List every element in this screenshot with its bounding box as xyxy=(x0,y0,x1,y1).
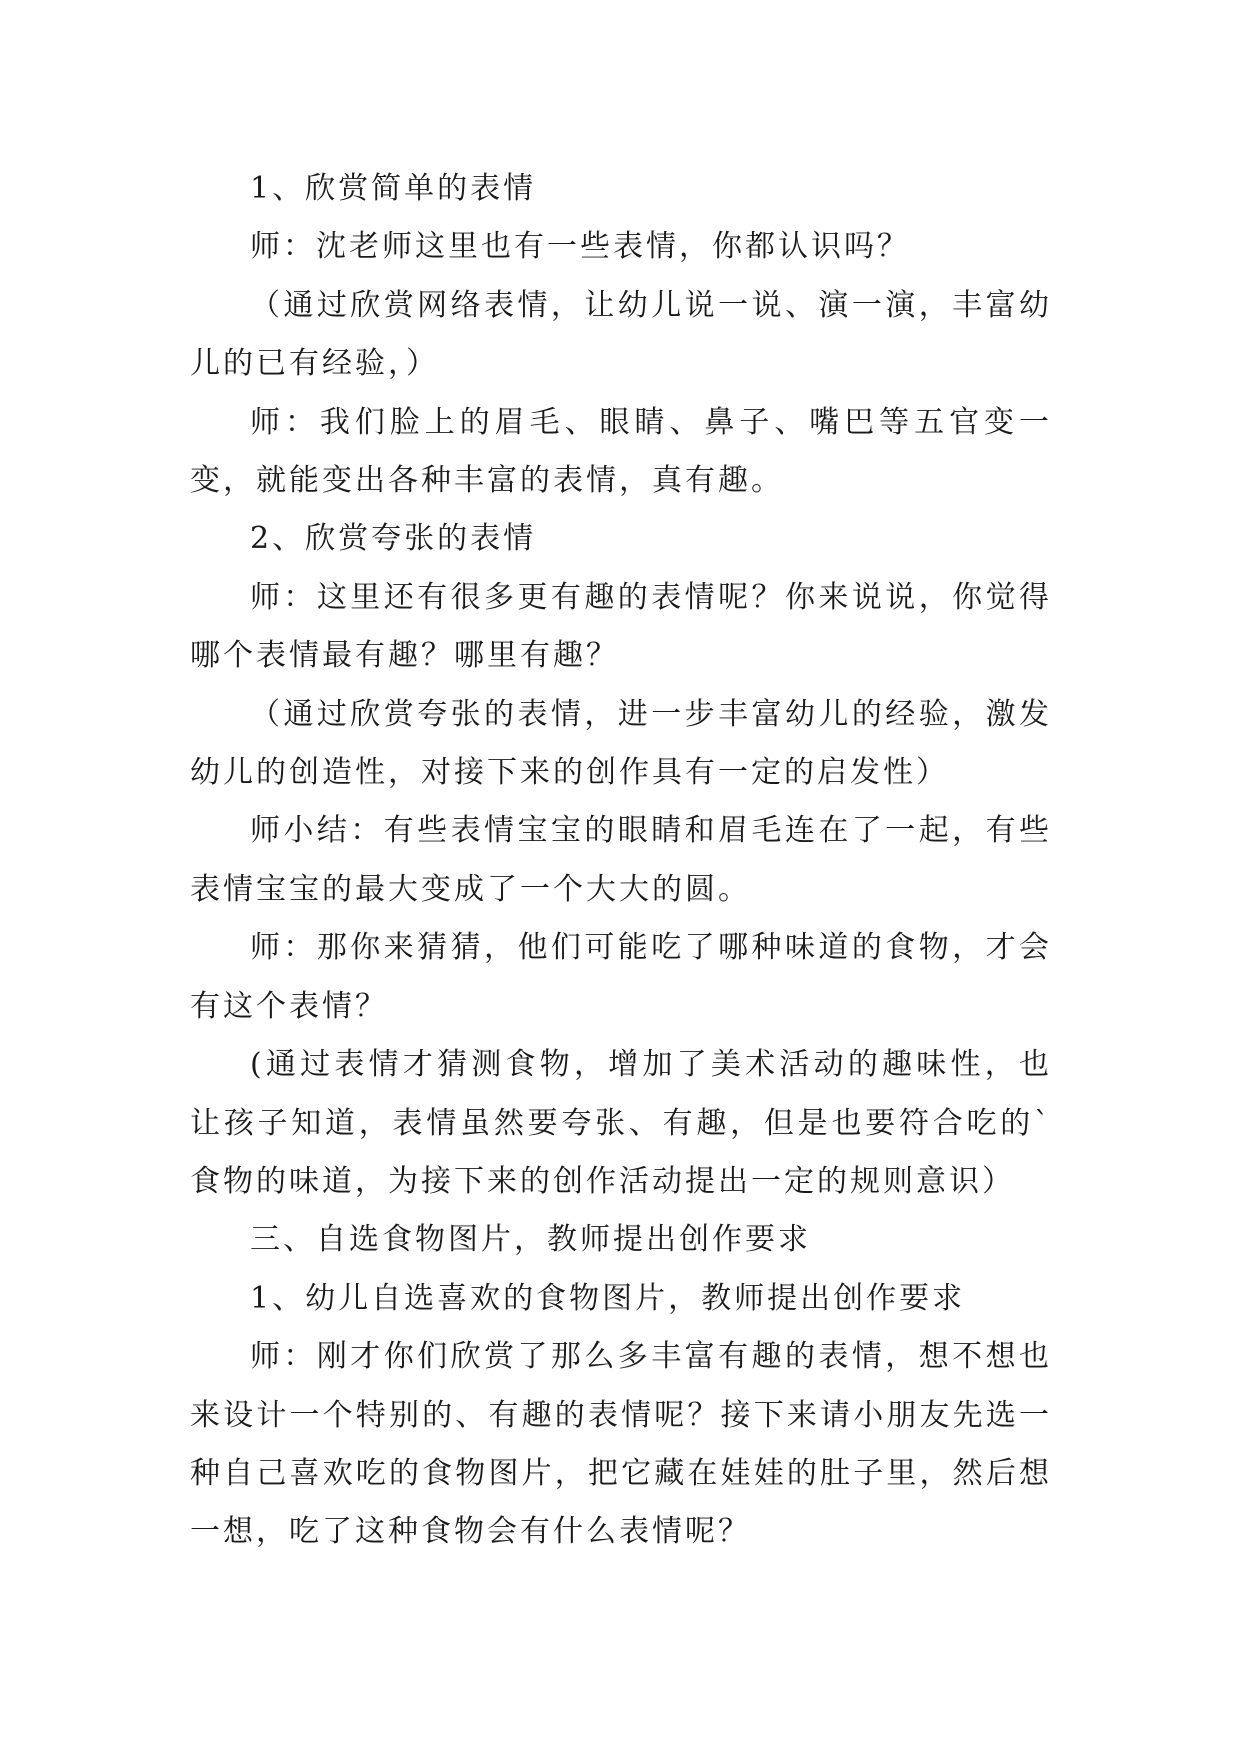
subsection-heading: 1、幼儿自选喜欢的食物图片，教师提出创作要求 xyxy=(250,1280,966,1316)
note-paragraph: （通过欣赏网络表情，让幼儿说一说、演一演，丰富幼儿的已有经验，） xyxy=(190,287,1052,382)
note-paragraph: (通过表情才猜测食物，增加了美术活动的趣味性，也让孩子知道，表情虽然要夸张、有趣，但是也要符合吃的`食物的味道，为接下来的创作活动提出一定的规则意识） xyxy=(190,1047,1052,1199)
teacher-line: 师：那你来猜猜，他们可能吃了哪种味道的食物，才会有这个表情？ xyxy=(190,930,1052,1024)
teacher-line: 师：刚才你们欣赏了那么多丰富有趣的表情，想不想也来设计一个特别的、有趣的表情呢？接下来请小朋友先选一种自己喜欢吃的食物图片，把它藏在娃娃的肚子里，然后想一想，吃了这种食物会有什么表情呢？ xyxy=(190,1339,1052,1550)
section-heading-food-pictures: 三、自选食物图片，教师提出创作要求 xyxy=(250,1222,811,1258)
section-heading-simple-expressions: 1、欣赏简单的表情 xyxy=(250,171,537,206)
document-body xyxy=(190,160,1052,1562)
note-paragraph: （通过欣赏夸张的表情，进一步丰富幼儿的经验，激发幼儿的创造性，对接下来的创作具有一定的启发性） xyxy=(190,696,1052,791)
teacher-line: 师：这里还有很多更有趣的表情呢？你来说说，你觉得哪个表情最有趣？哪里有趣？ xyxy=(190,579,1052,674)
teacher-summary: 师小结：有些表情宝宝的眼睛和眉毛连在了一起，有些表情宝宝的最大变成了一个大大的圆。 xyxy=(190,813,1052,907)
section-heading-exaggerated-expressions: 2、欣赏夸张的表情 xyxy=(250,521,537,557)
teacher-line: 师：沈老师这里也有一些表情，你都认识吗？ xyxy=(250,229,910,265)
teacher-line: 师：我们脸上的眉毛、眼睛、鼻子、嘴巴等五官变一变，就能变出各种丰富的表情，真有趣。 xyxy=(190,404,1052,499)
